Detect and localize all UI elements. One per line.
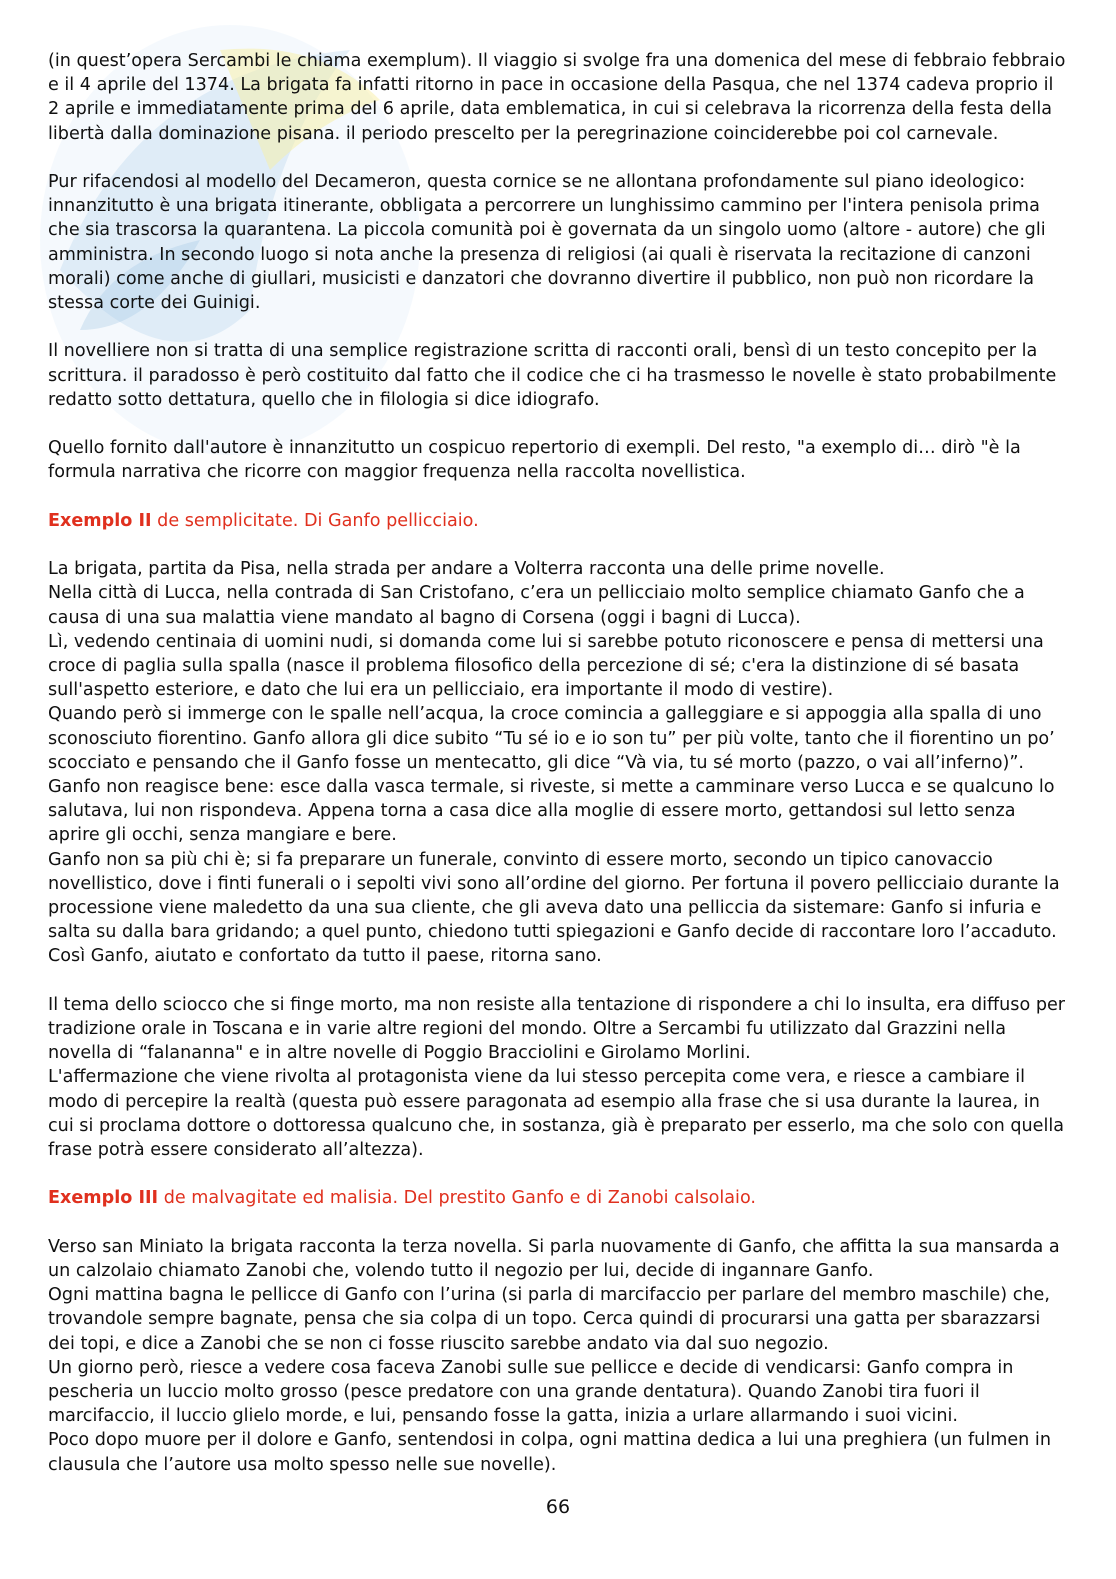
section-title: de semplicitate. Di Ganfo pellicciaio. [151, 510, 479, 531]
section3-line-3: Un giorno però, riesce a vedere cosa faceva Zanobi sulle sue pellicce e decide di vendicarsi: Ganfo compra in pescheria un luccio molto grosso (pesce predatore con una grande dentatura). Quando Zanobi tira fuori il marcifaccio, il luccio glielo morde, e lui, pensando fosse la gatta, inizia a urlare allarmando i suoi vicini. [48, 1357, 1014, 1427]
section2-line-3: Lì, vedendo centinaia di uomini nudi, si domanda come lui si sarebbe potuto riconoscere e pensa di mettersi una croce di paglia sulla spalla (nasce il problema filosofico della percezione di sé; c'era la distinzione di sé basata sull'aspetto esteriore, e dato che lui era un pellicciaio, era importante il modo di vestire). [48, 631, 1044, 701]
section2-line-1: La brigata, partita da Pisa, nella strada per andare a Volterra racconta una delle prime novelle. [48, 559, 885, 580]
section-heading-exemplo-iii [48, 1186, 1068, 1210]
page-number: 66 [545, 1496, 571, 1518]
intro-paragraph-3: Il novelliere non si tratta di una semplice registrazione scritta di racconti orali, bensì di un testo concepito per la scrittura. il paradosso è però costituito dal fatto che il codice che ci ha trasmesso le novelle è stato probabilmente redatto sotto dettatura, quello che in filologia si dice idiografo. [48, 341, 1057, 410]
intro-paragraph-4: Quello fornito dall'autore è innanzitutto un cospicuo repertorio di exempli. Del resto, "a exemplo di… dirò "è la formula narrativa che ricorre con maggior frequenza nella raccolta novellistica. [48, 438, 1021, 483]
section-heading-exemplo-ii [48, 509, 1068, 533]
section2-line-5: Ganfo non sa più chi è; si fa preparare un funerale, convinto di essere morto, secondo un tipico canovaccio novellistico, dove i finti funerali o i sepolti vivi sono all’ordine del giorno. Per fortuna il povero pellicciaio durante la processione viene maledetto da una sua cliente, che gli aveva dato una pelliccia da sistemare: Ganfo si infuria e salta su dalla bara gridando; a quel punto, chiedono tutti spiegazioni e Ganfo decide di raccontare loro l’accaduto. Così Ganfo, aiutato e confortato da tutto il paese, ritorna sano. [48, 849, 1060, 967]
section2-line-4: Quando però si immerge con le spalle nell’acqua, la croce comincia a galleggiare e si appoggia alla spalla di uno sconosciuto fiorentino. Ganfo allora gli dice subito “Tu sé io e io son tu” per più volte, tanto che il fiorentino un po’ scocciato e pensando che il Ganfo fosse un mentecatto, gli dice “Và via, tu sé morto (pazzo, o vai all’inferno)”. Ganfo non reagisce bene: esce dalla vasca termale, si riveste, si mette a camminare verso Lucca e se qualcuno lo salutava, lui non rispondeva. Appena torna a casa dice alla moglie di essere morto, gettandosi sul letto senza aprire gli occhi, senza mangiare e bere. [48, 704, 1055, 846]
intro-paragraph-2: Pur rifacendosi al modello del Decameron, questa cornice se ne allontana profondamente sul piano ideologico: innanzitutto è una brigata itinerante, obbligata a percorrere un lunghissimo cammino per l'intera penisola prima che sia trascorsa la quarantena. La piccola comunità poi è governata da un singolo uomo (altore - autore) che gli amministra. In secondo luogo si nota anche la presenza di religiosi (ai quali è riservata la recitazione di canzoni morali) come anche di giullari, musicisti e danzatori che dovranno divertire il pubblico, non può non ricordare la stessa corte dei Guinigi. [48, 172, 1046, 314]
intro-paragraph-1: (in quest’opera Sercambi le chiama exemplum). Il viaggio si svolge fra una domenica del mese di febbraio febbraio e il 4 aprile del 1374. La brigata fa infatti ritorno in pace in occasione della Pasqua, che nel 1374 cadeva proprio il 2 aprile e immediatamente prima del 6 aprile, data emblematica, in cui si celebrava la ricorrenza della festa della libertà dalla dominazione pisana. il periodo prescelto per la peregrinazione coinciderebbe poi col carnevale. [48, 51, 1066, 144]
section2-after-2: L'affermazione che viene rivolta al protagonista viene da lui stesso percepita come vera, e riesce a cambiare il modo di percepire la realtà (questa può essere paragonata ad esempio alla frase che si usa durante la laurea, in cui si proclama dottore o dottoressa qualcuno che, in sostanza, già è preparato per esserlo, ma che solo con quella frase potrà essere considerato all’altezza). [48, 1067, 1065, 1161]
document-page [48, 49, 1068, 1477]
spacer [48, 1162, 1068, 1186]
section3-line-2: Ogni mattina bagna le pellicce di Ganfo con l’urina (si parla di marcifaccio per parlare del membro maschile) che, trovandole sempre bagnate, pensa che sia colpa di un topo. Cerca quindi di procurarsi una gatta per sbarazzarsi dei topi, e dice a Zanobi che se non ci fosse riuscito sarebbe andato via dal suo negozio. [48, 1285, 1050, 1354]
section2-line-2: Nella città di Lucca, nella contrada di San Cristofano, c’era un pellicciaio molto semplice chiamato Ganfo che a causa di una sua malattia viene mandato al bagno di Corsena (oggi i bagni di Lucca). [48, 583, 1025, 628]
spacer [48, 969, 1068, 993]
section3-line-4: Poco dopo muore per il dolore e Ganfo, sentendosi in colpa, ogni mattina dedica a lui una preghiera (un fulmen in clausula che l’autore usa molto spesso nelle sue novelle). [48, 1430, 1051, 1475]
section2-after-1: Il tema dello sciocco che si finge morto, ma non resiste alla tentazione di rispondere a chi lo insulta, era diffuso per tradizione orale in Toscana e in varie altre regioni del mondo. Oltre a Sercambi fu utilizzato dal Grazzini nella novella di “falananna" e in altre novelle di Poggio Bracciolini e Girolamo Morlini. [48, 994, 1066, 1064]
section-label: Exemplo II [48, 510, 152, 531]
section-title: de malvagitate ed malisia. Del prestito Ganfo e di Zanobi calsolaio. [158, 1188, 756, 1209]
section-label: Exemplo III [48, 1188, 159, 1209]
section3-line-1: Verso san Miniato la brigata racconta la terza novella. Si parla nuovamente di Ganfo, che affitta la sua mansarda a un calzolaio chiamato Zanobi che, volendo tutto il negozio per lui, decide di ingannare Ganfo. [48, 1236, 1060, 1282]
